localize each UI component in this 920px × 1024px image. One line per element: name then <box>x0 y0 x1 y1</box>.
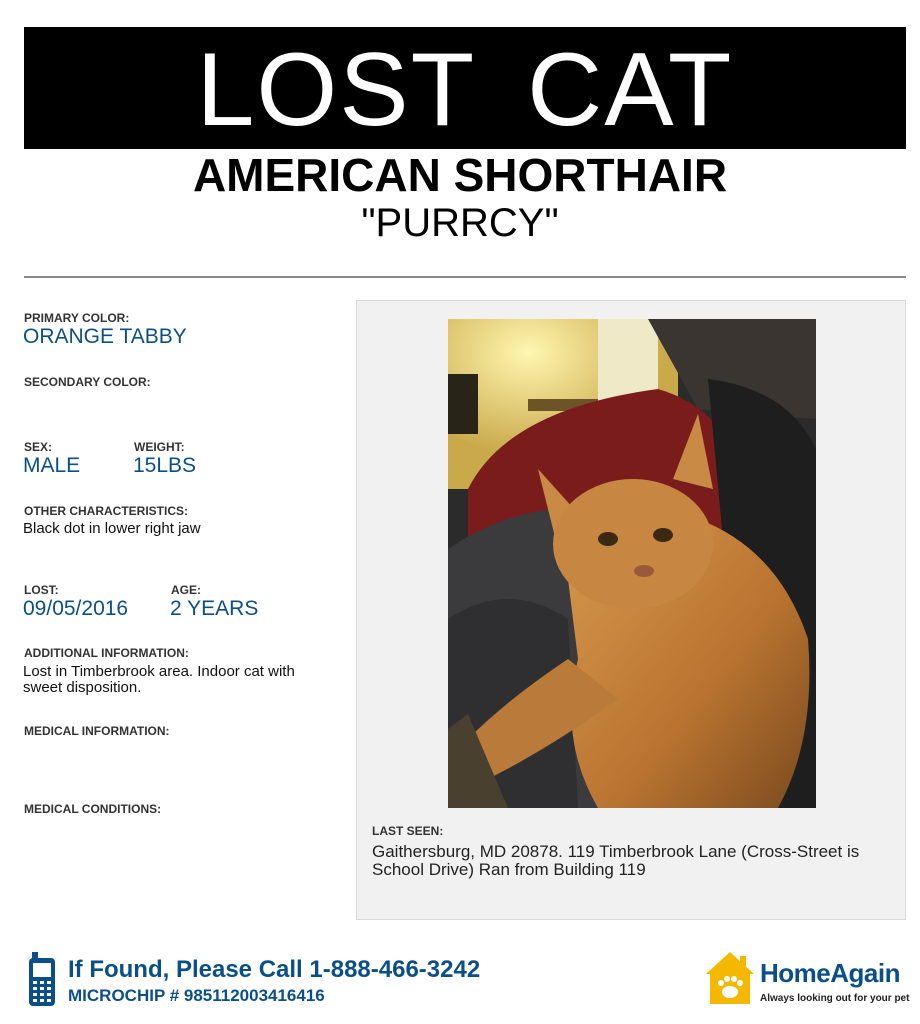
microchip-number: MICROCHIP # 985112003416416 <box>68 986 325 1005</box>
homeagain-logo-text: HomeAgain <box>760 958 900 988</box>
page-title: LOST CAT <box>196 32 734 148</box>
sex-label: SEX: <box>24 440 53 454</box>
additional-info-label: ADDITIONAL INFORMATION: <box>24 646 189 660</box>
additional-info-value: Lost in Timberbrook area. Indoor cat with sweet disposition. <box>23 663 295 696</box>
secondary-color-label: SECONDARY COLOR: <box>24 375 151 389</box>
last-seen-value: Gaithersburg, MD 20878. 119 Timberbrook Lane (Cross-Street is School Drive) Ran from Building 119 <box>372 842 860 879</box>
cat-photo <box>448 319 816 808</box>
found-call-text: If Found, Please Call 1-888-466-3242 <box>68 956 481 983</box>
breed-heading: AMERICAN SHORTHAIR <box>192 149 728 201</box>
medical-conditions-label: MEDICAL CONDITIONS: <box>24 802 162 816</box>
pet-name: "PURRCY" <box>361 201 559 245</box>
homeagain-house-logo-icon <box>704 950 756 1006</box>
age-value: 2 YEARS <box>170 597 259 620</box>
divider <box>24 276 906 278</box>
primary-color-value: ORANGE TABBY <box>23 325 187 348</box>
sex-value: MALE <box>23 454 81 477</box>
medical-info-label: MEDICAL INFORMATION: <box>24 724 170 738</box>
last-seen-label: LAST SEEN: <box>372 824 444 838</box>
weight-label: WEIGHT: <box>134 440 185 454</box>
homeagain-tagline: Always looking out for your pet <box>760 993 910 1004</box>
age-label: AGE: <box>171 583 201 597</box>
other-characteristics-value: Black dot in lower right jaw <box>23 520 201 537</box>
other-characteristics-label: OTHER CHARACTERISTICS: <box>24 504 188 518</box>
weight-value: 15LBS <box>133 454 197 477</box>
title-banner <box>24 27 906 149</box>
primary-color-label: PRIMARY COLOR: <box>24 311 130 325</box>
mobile-phone-icon <box>28 952 56 1006</box>
lost-date-value: 09/05/2016 <box>23 597 129 620</box>
lost-date-label: LOST: <box>24 583 59 597</box>
cat-photo-illustration <box>448 319 816 808</box>
